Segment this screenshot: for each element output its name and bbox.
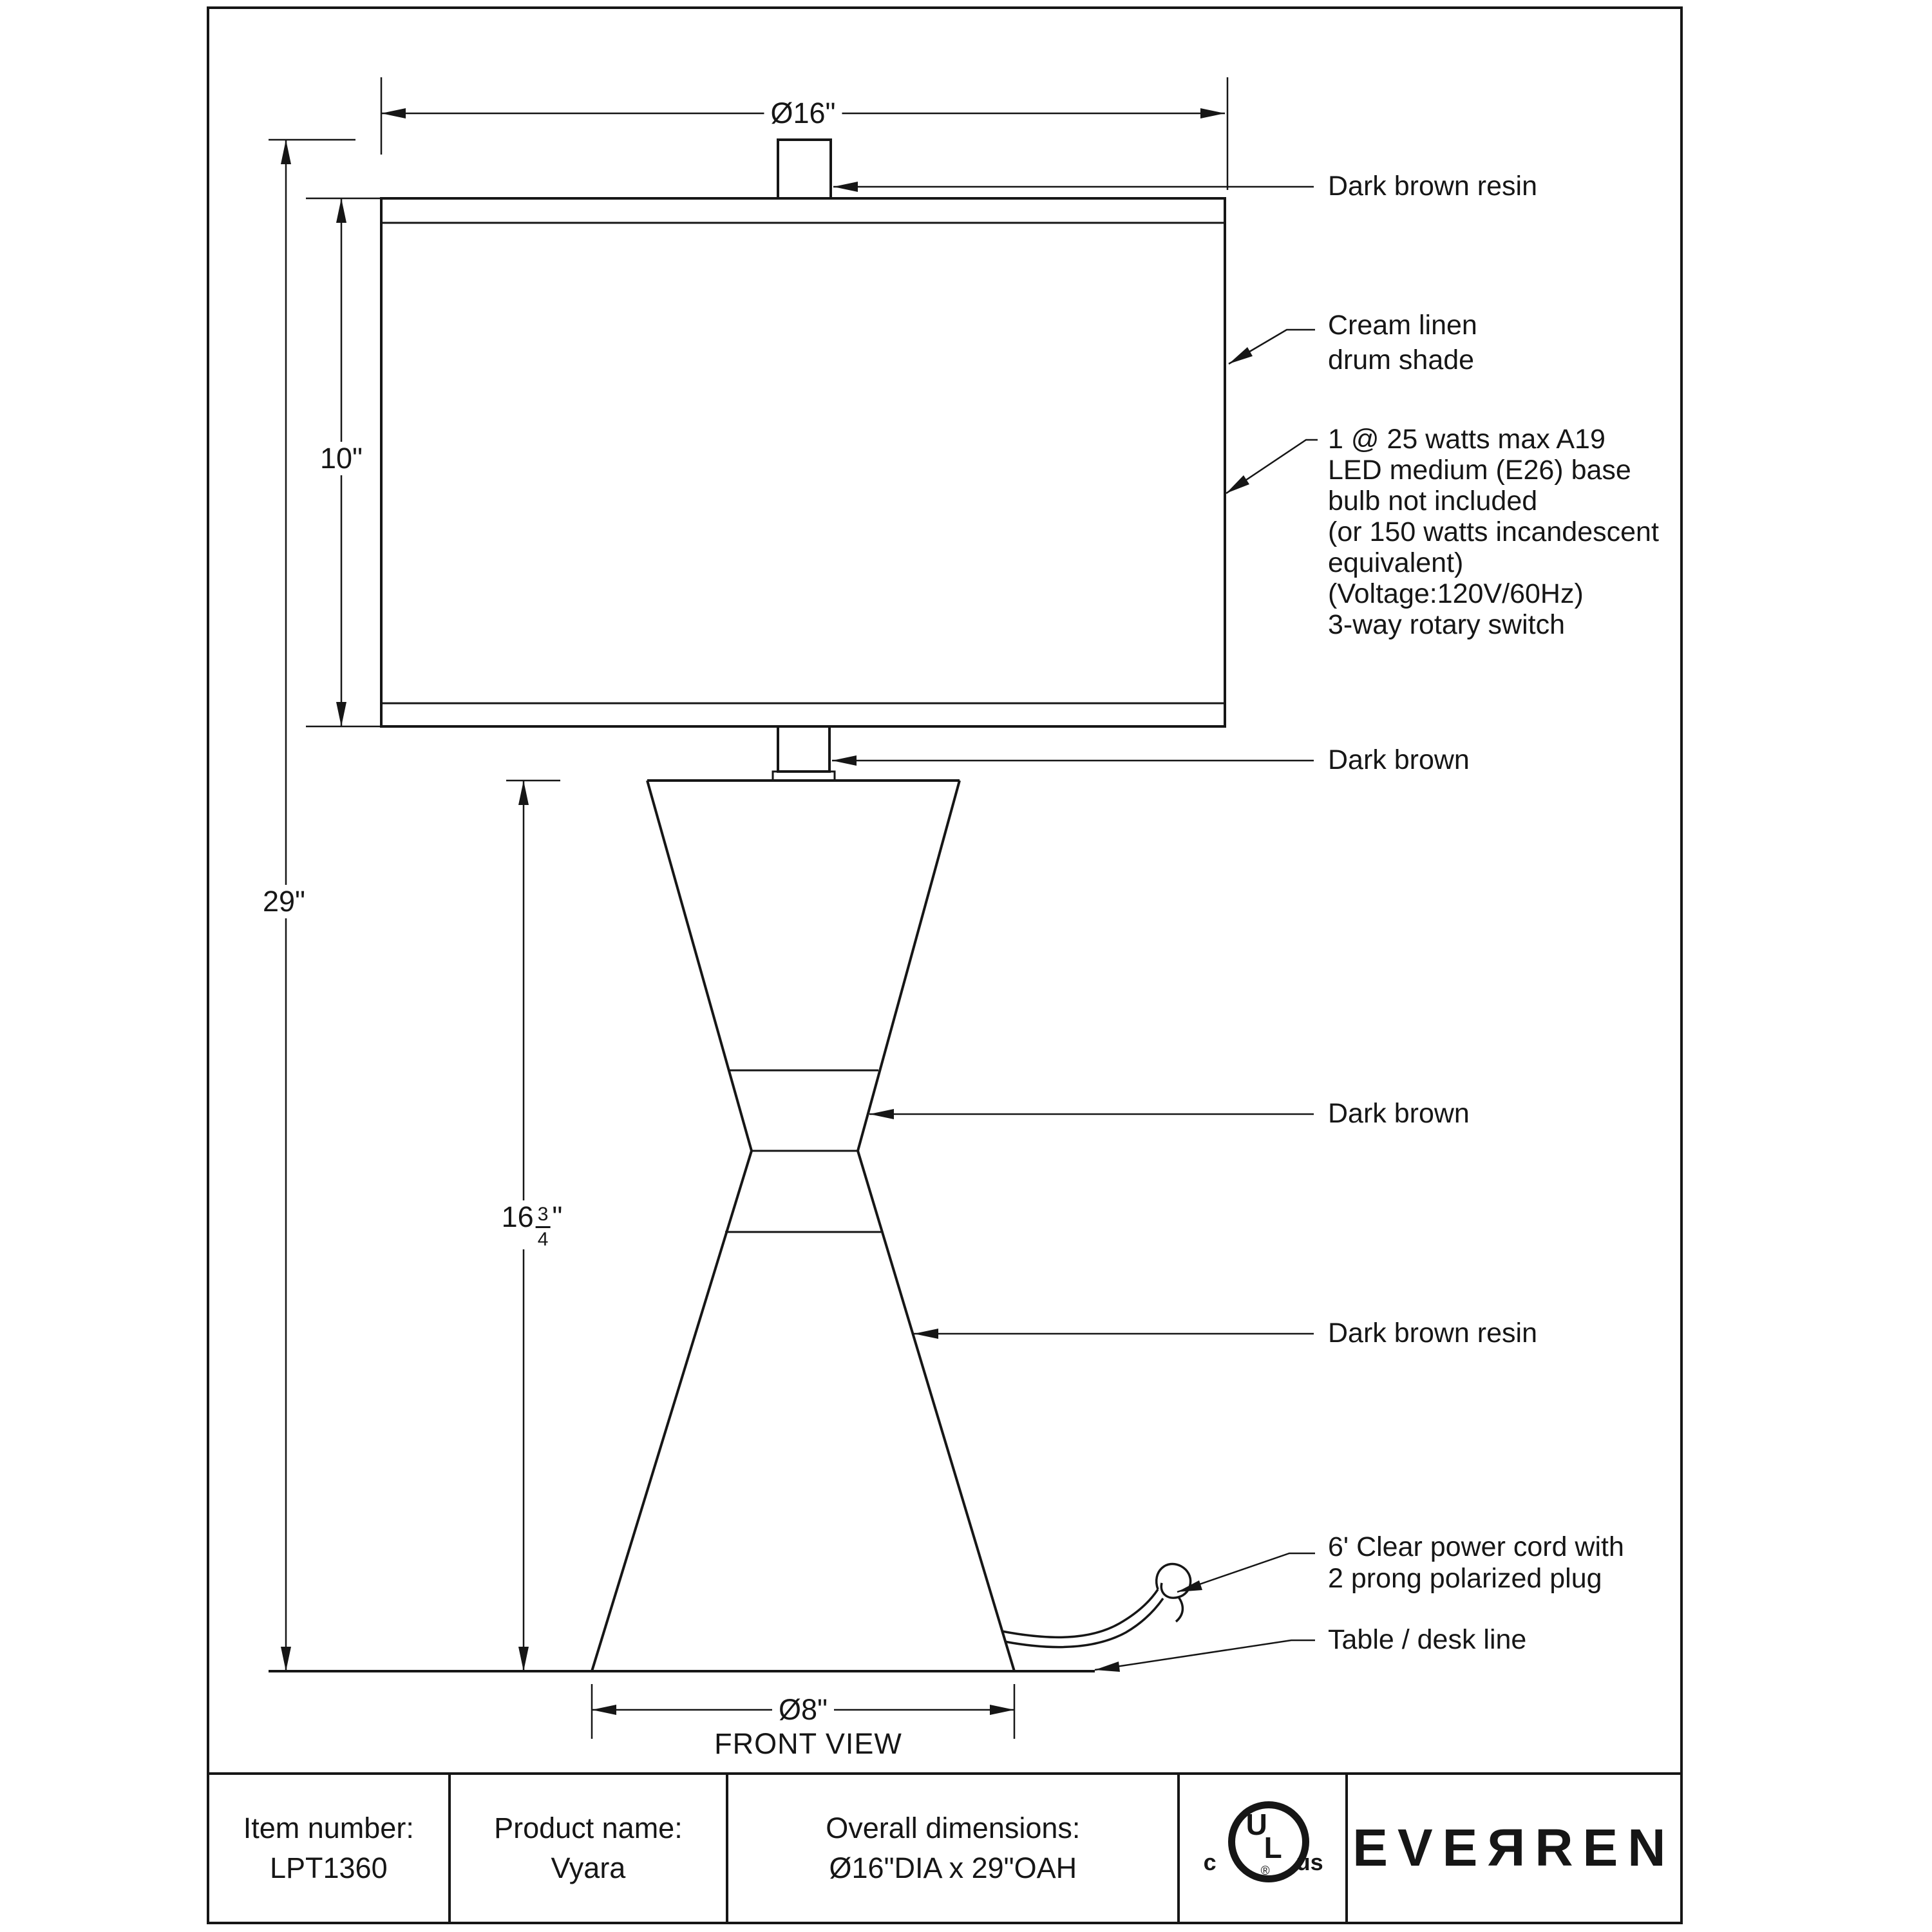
callout-finial: Dark brown resin [1328,171,1537,202]
item-number-value: LPT1360 [269,1852,388,1884]
view-label: FRONT VIEW [714,1727,902,1760]
callout-cord-line2: 2 prong polarized plug [1328,1563,1602,1594]
dimension-shade-height: 10" [314,442,369,475]
dimension-body-height [495,1200,569,1249]
title-block [207,1772,1683,1924]
neck-collar-outline [773,772,835,781]
leader-lines [832,187,1318,1670]
callout-waist: Dark brown [1328,1098,1470,1129]
power-cord-curl [1157,1564,1191,1622]
power-cord-bottom-line [1005,1598,1163,1647]
product-name-label: Product name: [494,1812,683,1844]
title-block-brand [1348,1775,1680,1922]
lower-cone-left-edge [592,1151,752,1671]
shade-outline [381,198,1225,726]
power-cord-top-line [1002,1589,1158,1637]
body-height-numerator: 3 [536,1205,551,1228]
callout-bulb-line: (Voltage:120V/60Hz) [1328,578,1584,609]
title-block-product-name [451,1775,729,1922]
ul-certification-icon [1186,1800,1340,1897]
lamp-outline [269,140,1225,1671]
title-block-certification [1180,1775,1347,1922]
ul-canada-letter: c [1203,1849,1217,1875]
dimension-lines [269,77,1227,1739]
body-height-whole: 16 [501,1200,534,1233]
arrowheads [281,108,1253,1715]
title-block-overall-dimensions [728,1775,1180,1922]
product-name-value: Vyara [551,1852,626,1884]
neck-outline [778,726,829,772]
dimension-base-diameter: Ø8" [772,1693,834,1727]
finial-outline [778,140,831,198]
callout-bulb [1328,424,1659,640]
ul-letter-u: U [1245,1808,1267,1841]
callout-bulb-line: bulb not included [1328,486,1538,516]
ul-us-letters: us [1296,1849,1323,1875]
overall-dimensions-value: Ø16"DIA x 29"OAH [829,1852,1077,1884]
lower-cone-right-edge [858,1151,1014,1671]
leader-table [1095,1640,1315,1670]
overall-dimensions-label: Overall dimensions: [826,1812,1081,1844]
callout-base: Dark brown resin [1328,1318,1537,1349]
ul-letter-l: L [1264,1831,1282,1864]
item-number-label: Item number: [243,1812,414,1844]
body-height-denominator: 4 [537,1229,549,1250]
callout-bulb-line: equivalent) [1328,547,1464,578]
title-block-item-number [209,1775,451,1922]
brand-logo: EVEЯREN [1352,1819,1676,1877]
ul-registered-symbol: ® [1260,1864,1270,1878]
body-height-fraction [536,1205,551,1249]
callout-shade [1328,308,1477,377]
callout-cord [1328,1531,1624,1595]
callout-bulb-line: (or 150 watts incandescent [1328,516,1659,547]
callout-bulb-line: 1 @ 25 watts max A19 [1328,424,1605,455]
upper-cone-left-edge [647,781,752,1151]
callout-bulb-line: 3-way rotary switch [1328,609,1565,640]
callout-shade-line2: drum shade [1328,345,1475,375]
callout-cord-line1: 6' Clear power cord with [1328,1531,1624,1562]
callout-bulb-line: LED medium (E26) base [1328,455,1631,486]
callout-shade-line1: Cream linen [1328,310,1477,341]
dimension-shade-diameter: Ø16" [764,97,842,130]
dimension-overall-height: 29" [256,885,312,918]
callout-table: Table / desk line [1328,1624,1527,1655]
callout-neck: Dark brown [1328,744,1470,775]
body-height-suffix: " [552,1200,563,1233]
upper-cone-right-edge [858,781,960,1151]
